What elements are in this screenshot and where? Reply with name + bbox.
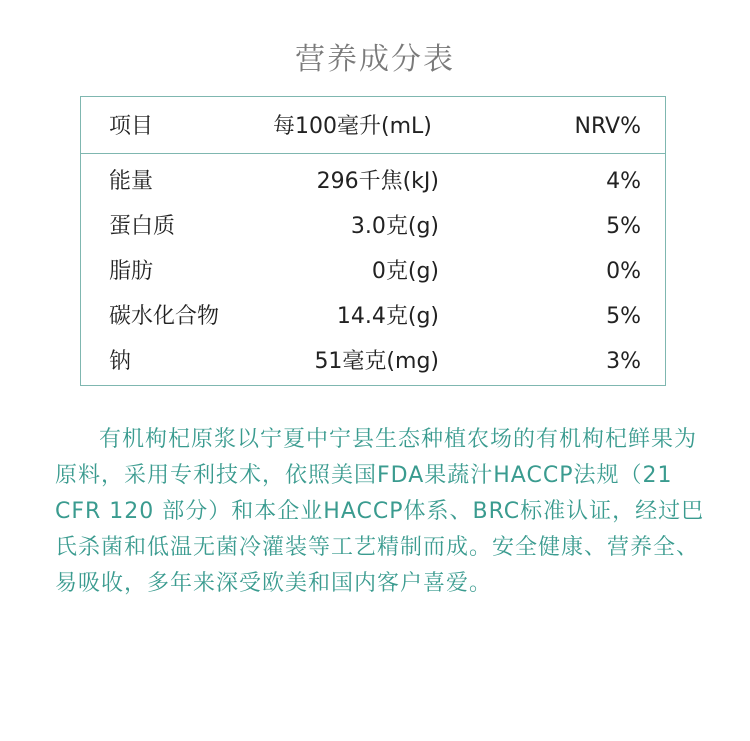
page-title: 营养成分表	[295, 42, 455, 77]
row-energy-item: 能量	[109, 169, 154, 194]
row-energy-value: 296千焦(kJ)	[316, 169, 439, 194]
row-sodium-value: 51毫克(mg)	[314, 349, 439, 374]
nutrition-table	[80, 96, 666, 386]
row-fat-nrv: 0%	[606, 259, 641, 284]
row-sodium-item: 钠	[109, 349, 132, 374]
description-text: 有机枸杞原浆以宁夏中宁县生态种植农场的有机枸杞鲜果为原料，采用专利技术，依照美国FDA果蔬汁HACCP法规（21 CFR 120 部分）和本企业HACCP体系、BRC标准认证，经过巴氏杀菌和低温无菌冷灌装等工艺精制而成。安全健康、营养全、易吸收，多年来深受欧美和国内客户喜爱。	[55, 427, 705, 596]
table-divider	[81, 153, 665, 154]
row-carbohydrate-item: 碳水化合物	[109, 304, 220, 329]
row-sodium-nrv: 3%	[606, 349, 641, 374]
row-carbohydrate-value: 14.4克(g)	[336, 304, 439, 329]
row-energy-nrv: 4%	[606, 169, 641, 194]
row-protein-nrv: 5%	[606, 214, 641, 239]
header-nrv: NRV%	[574, 114, 641, 139]
header-item: 项目	[109, 114, 154, 139]
row-fat-item: 脂肪	[109, 259, 154, 284]
row-carbohydrate-nrv: 5%	[606, 304, 641, 329]
header-per-100ml: 每100毫升(mL)	[273, 114, 432, 139]
row-protein-item: 蛋白质	[109, 214, 176, 239]
row-protein-value: 3.0克(g)	[350, 214, 439, 239]
product-description	[55, 422, 705, 602]
row-fat-value: 0克(g)	[371, 259, 439, 284]
